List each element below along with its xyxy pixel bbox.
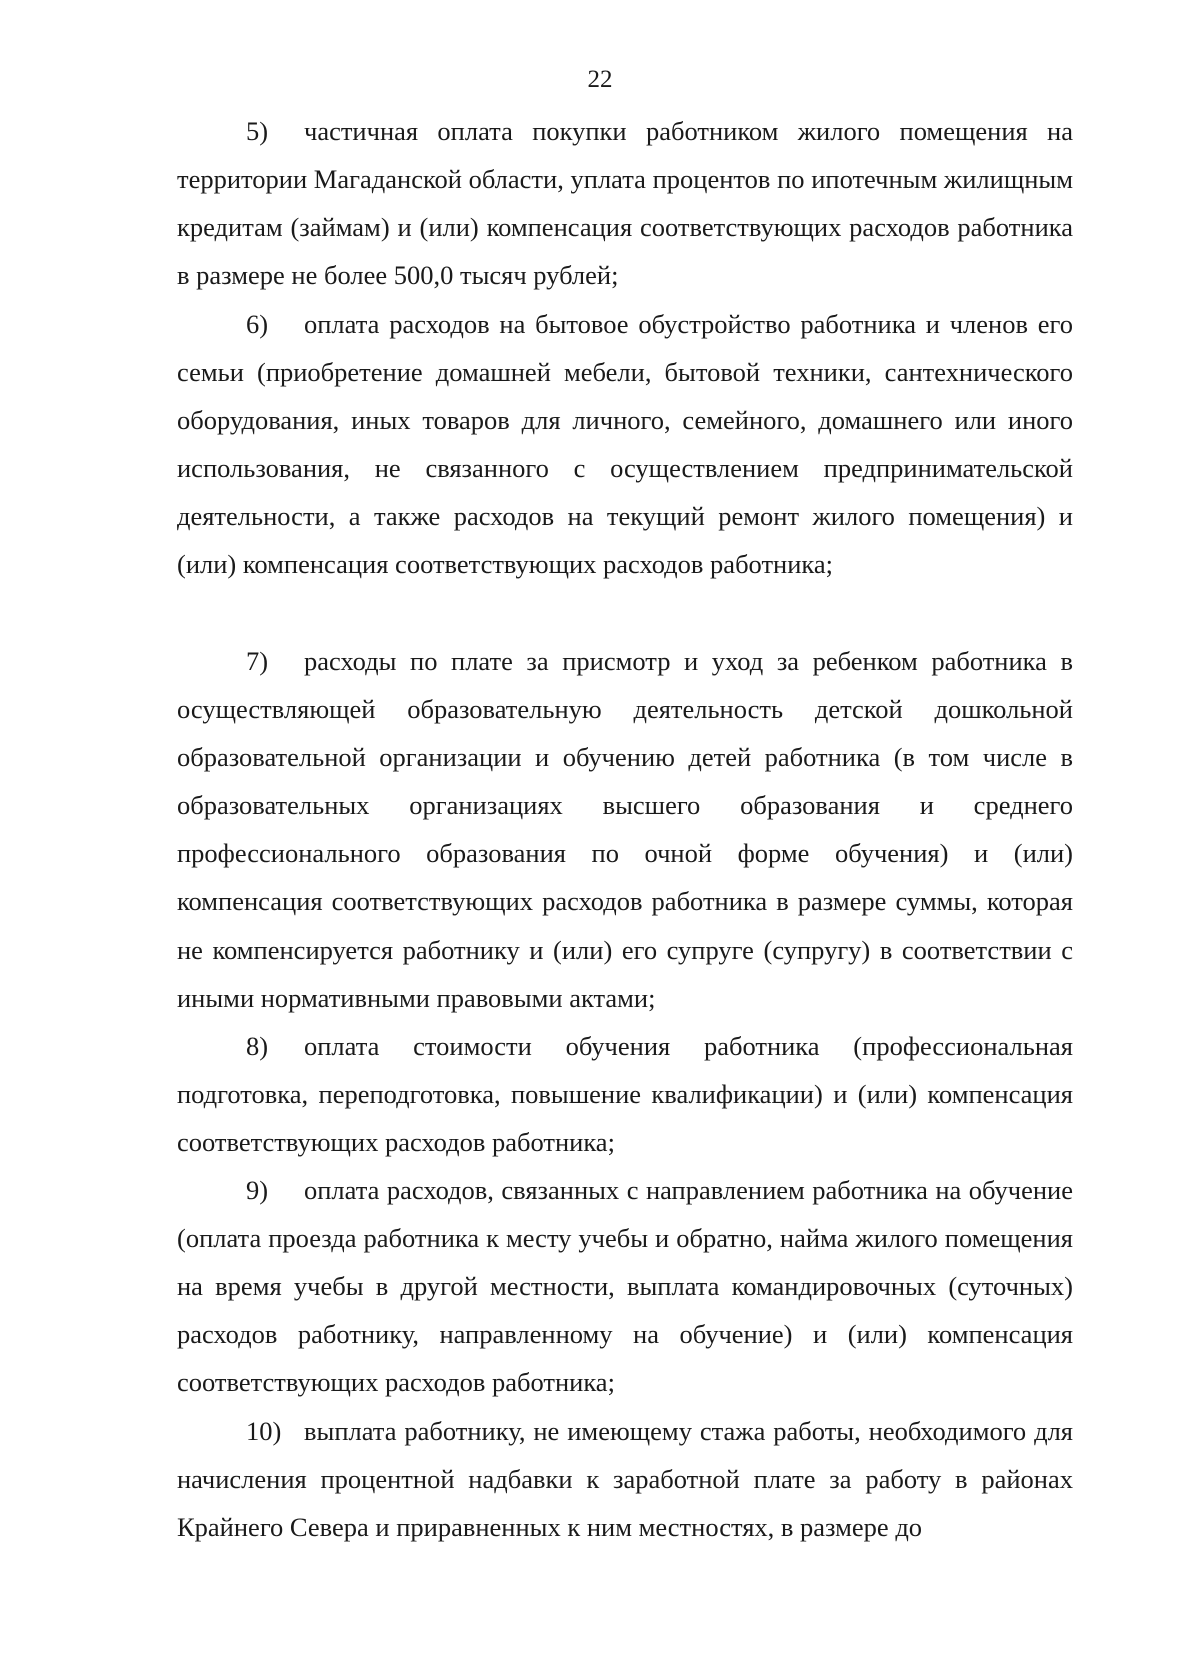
list-item-10 [177, 1407, 1073, 1551]
item-text: расходы по плате за присмотр и уход за ребенком работника в осуществляющей образовательную деятельность детской дошкольной образовательной организации и обучению детей работника (в том числе в образовательных организациях высшего образования и среднего профессионального образования по очной форме обучения) и (или) компенсация соответствующих расходов работника в размере суммы, которая не компенсируется работнику и (или) его супруге (супругу) в соответствии с иными нормативными правовыми актами; [177, 646, 1073, 1013]
page-number: 22 [587, 66, 613, 93]
item-text: выплата работнику, не имеющему стажа работы, необходимого для начисления процентной надбавки к заработной плате за работу в районах Крайнего Севера и приравненных к ним местностях, в размере до [177, 1416, 1073, 1543]
item-text: оплата расходов, связанных с направлением работника на обучение (оплата проезда работника к месту учебы и обратно, найма жилого помещения на время учебы в другой местности, выплата командировочных (суточных) расходов работнику, направленному на обучение) и (или) компенсация соответствующих расходов работника; [177, 1175, 1073, 1398]
item-number: 8) [246, 1031, 269, 1061]
item-text: оплата стоимости обучения работника (профессиональная подготовка, переподготовка, повышение квалификации) и (или) компенсация соответствующих расходов работника; [177, 1031, 1073, 1158]
item-number: 5) [246, 116, 269, 146]
list-item-7 [177, 637, 1073, 1022]
item-text: частичная оплата покупки работником жилого помещения на территории Магаданской области, уплата процентов по ипотечным жилищным кредитам (займам) и (или) компенсация соответствующих расходов работника в размере не более 500,0 тысяч рублей; [177, 116, 1073, 291]
list-item-5 [177, 107, 1073, 299]
item-number: 9) [246, 1175, 269, 1205]
item-number: 7) [246, 646, 269, 676]
list-item-8 [177, 1022, 1073, 1166]
list-item-9 [177, 1166, 1073, 1406]
item-number: 10) [246, 1416, 282, 1446]
item-text: оплата расходов на бытовое обустройство работника и членов его семьи (приобретение домашней мебели, бытовой техники, сантехнического оборудования, иных товаров для личного, семейного, домашнего или иного использования, не связанного с осуществлением предпринимательской деятельности, а также расходов на текущий ремонт жилого помещения) и (или) компенсация соответствующих расходов работника; [177, 309, 1073, 580]
item-number: 6) [246, 309, 269, 339]
list-item-6 [177, 300, 1073, 589]
